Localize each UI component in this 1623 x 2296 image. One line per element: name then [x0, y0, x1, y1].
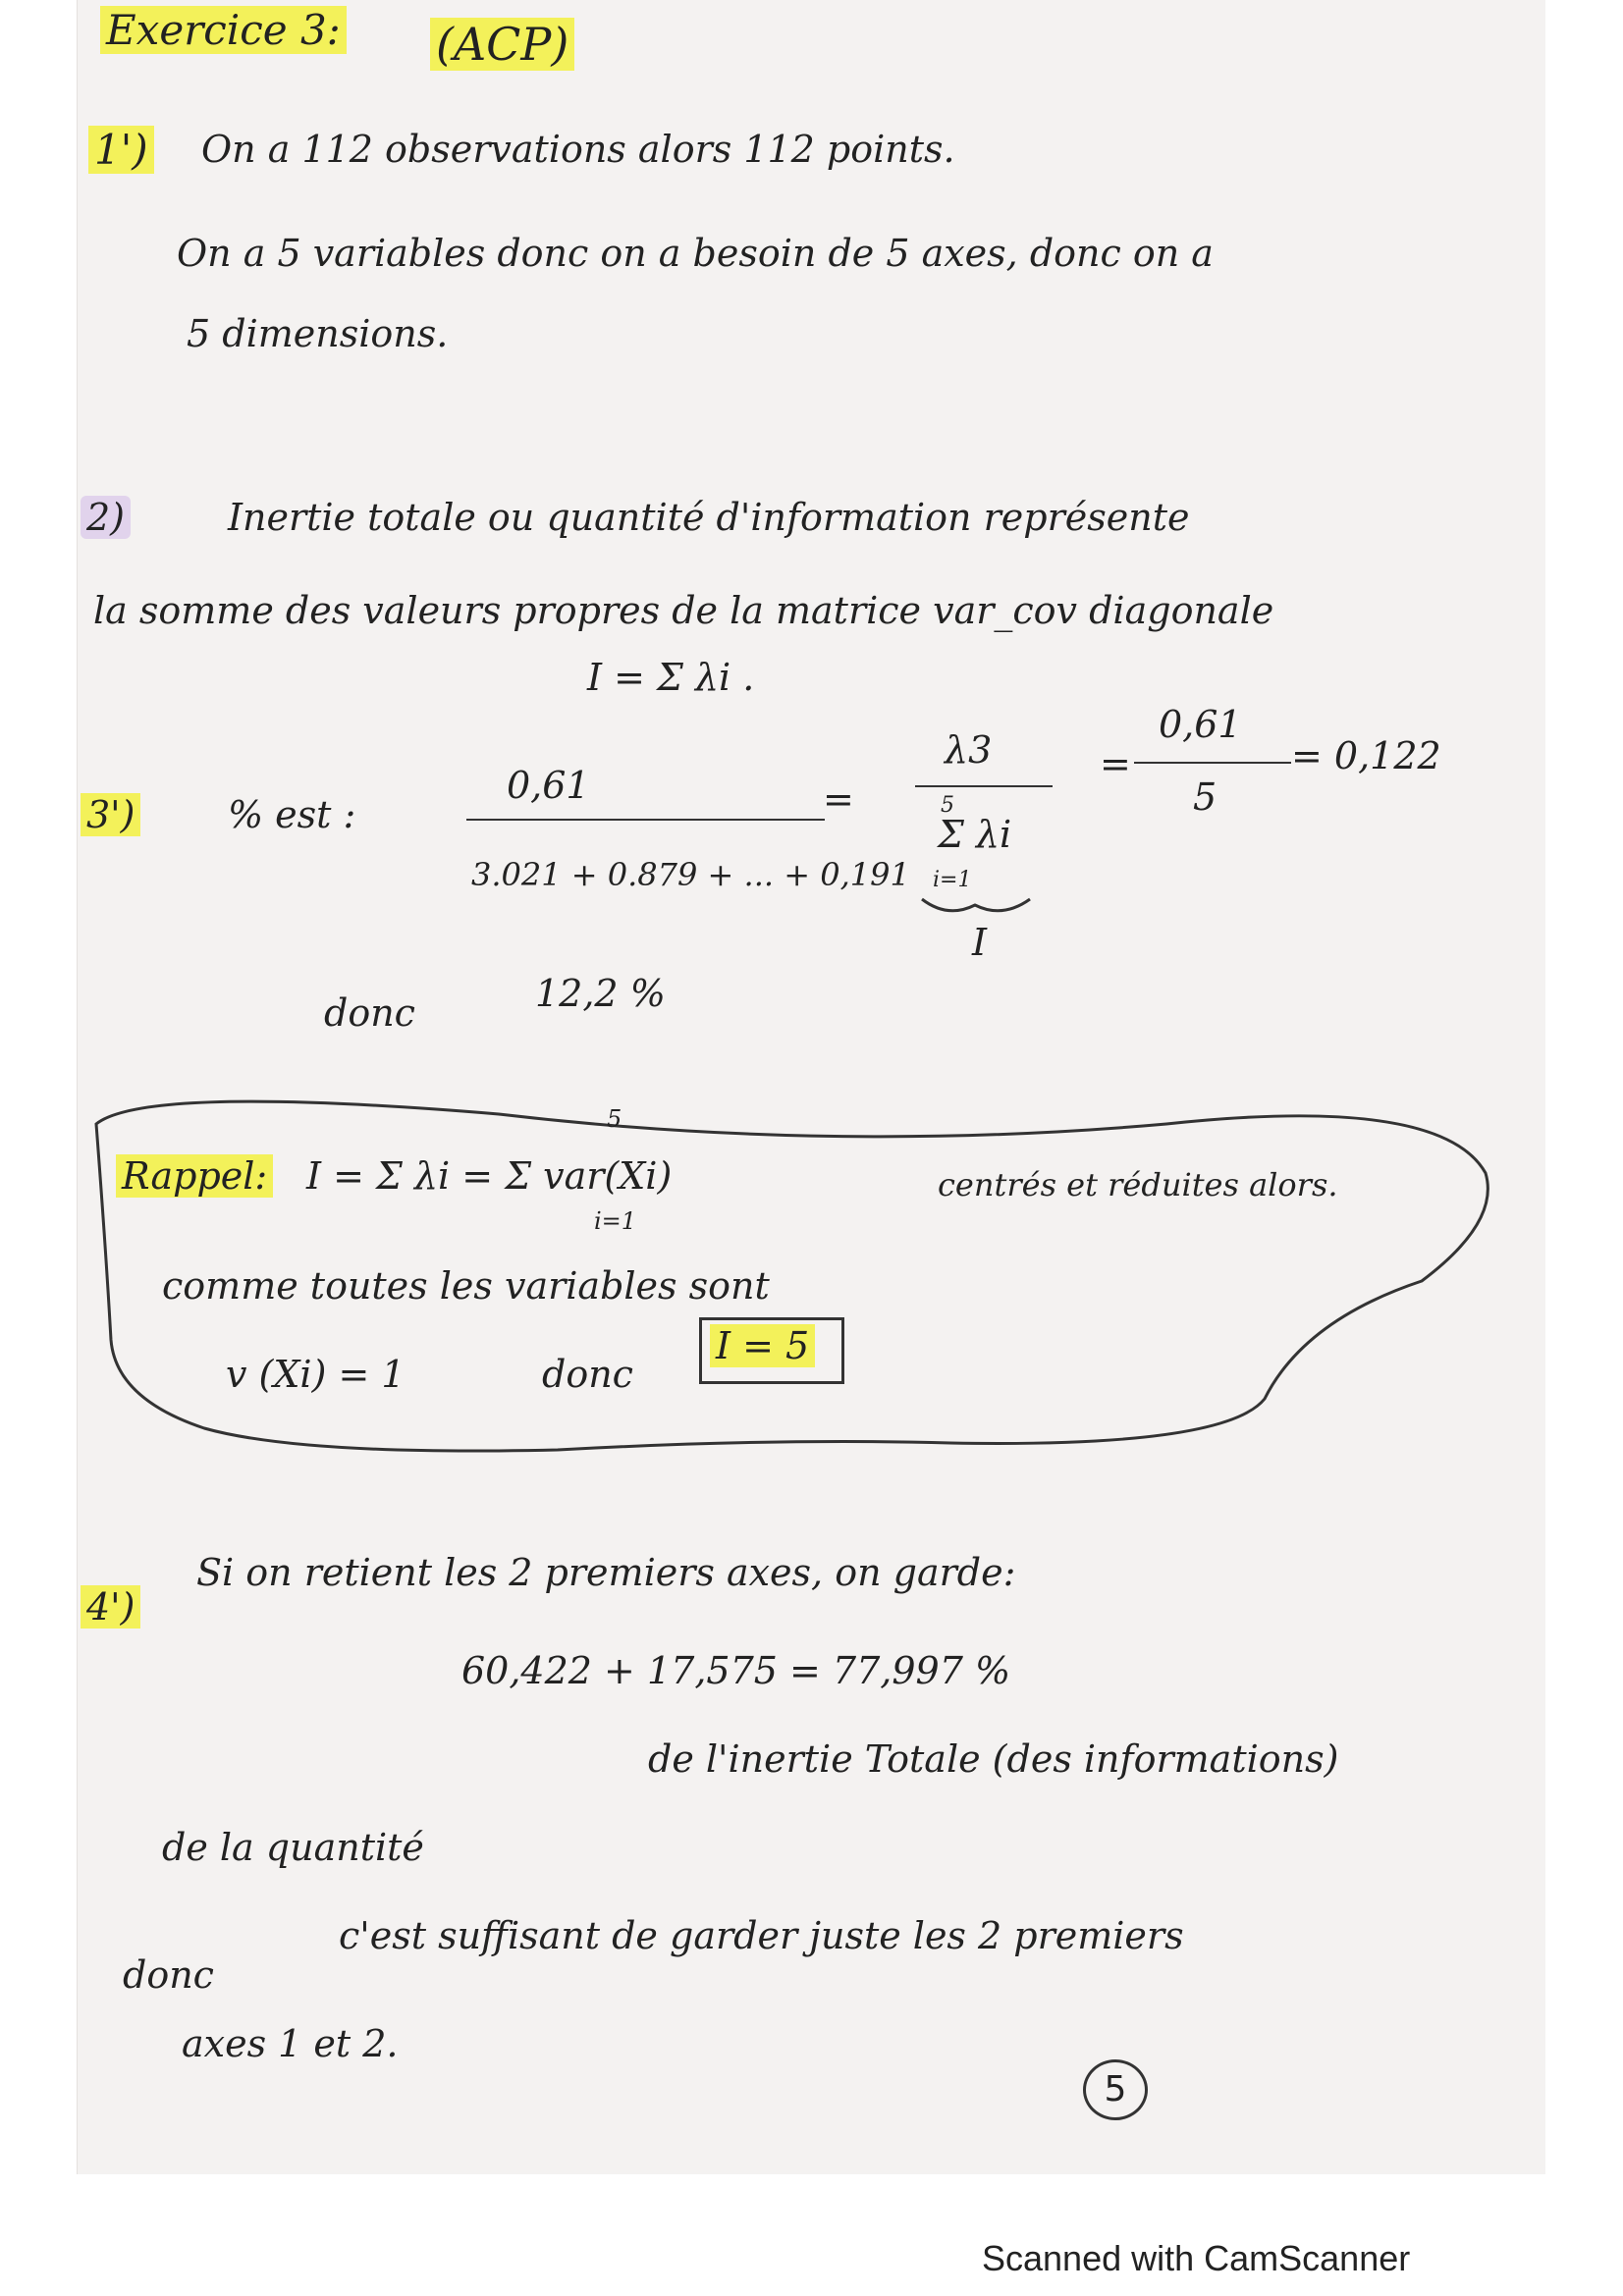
rappel-result: I = 5	[710, 1324, 815, 1367]
q3-sum-top: 5	[941, 793, 954, 818]
q3-donc: donc	[324, 991, 415, 1035]
q3-numerator-3: 0,61	[1159, 703, 1242, 746]
q3-denominator-2: Σ λi	[938, 813, 1012, 856]
q4-line6: axes 1 et 2.	[182, 2022, 399, 2065]
q3-numerator-1: 0,61	[507, 764, 590, 807]
q3-underbrace	[918, 891, 1036, 921]
q1-line3: 5 dimensions.	[187, 312, 449, 355]
topic-label: (ACP)	[430, 18, 574, 71]
q3-equals-1: =	[823, 777, 854, 821]
q3-percent: 12,2 %	[535, 972, 666, 1015]
q3-denominator-1: 3.021 + 0.879 + ... + 0,191	[471, 856, 910, 893]
rappel-line2: comme toutes les variables sont	[162, 1264, 770, 1308]
q3-number: 3')	[81, 793, 140, 836]
q3-result: = 0,122	[1291, 734, 1441, 777]
q4-line3: de l'inertie Totale (des informations)	[648, 1737, 1339, 1781]
rappel-variance: v (Xi) = 1	[226, 1353, 406, 1396]
q3-label: % est :	[228, 793, 356, 836]
rappel-sum-top: 5	[607, 1105, 622, 1133]
rappel-result-box	[699, 1317, 844, 1384]
exercise-title	[100, 6, 347, 54]
q2-line1: Inertie totale ou quantité d'information représente	[228, 496, 1190, 539]
q4-line4: de la quantité	[162, 1826, 424, 1869]
q4-line1: Si on retient les 2 premiers axes, on garde:	[196, 1551, 1016, 1594]
q2-formula: I = Σ λi .	[587, 656, 755, 699]
rappel-tail: centrés et réduites alors.	[938, 1166, 1338, 1203]
q1-line2: On a 5 variables donc on a besoin de 5 axes, donc on a	[177, 232, 1214, 275]
rappel-formula: I = Σ λi = Σ var(Xi)	[306, 1154, 673, 1198]
q3-fraction-bar-2	[915, 785, 1053, 787]
q4-line5: c'est suffisant de garder juste les 2 premiers	[339, 1914, 1184, 1957]
q3-fraction-bar-1	[466, 819, 825, 821]
q3-denominator-3: 5	[1193, 775, 1217, 819]
rappel-donc: donc	[542, 1353, 633, 1396]
q4-number: 4')	[81, 1585, 140, 1629]
q1-number: 1')	[88, 126, 154, 174]
page-number: 5	[1083, 2059, 1148, 2120]
q3-equals-2: =	[1100, 742, 1131, 785]
q2-line2: la somme des valeurs propres de la matrice var_cov diagonale	[93, 589, 1274, 632]
q3-fraction-bar-3	[1134, 762, 1291, 764]
rappel-label: Rappel:	[116, 1154, 273, 1198]
q4-donc: donc	[123, 1953, 214, 1997]
topic-title	[430, 18, 574, 71]
q3-inertia-symbol: I	[972, 921, 988, 964]
exercise-label: Exercice 3:	[100, 6, 347, 54]
q3-numerator-2: λ3	[945, 728, 993, 772]
q1-line1: On a 112 observations alors 112 points.	[201, 128, 955, 171]
scanner-watermark: Scanned with CamScanner	[982, 2238, 1411, 2278]
q2-number: 2)	[81, 496, 131, 539]
q4-line2: 60,422 + 17,575 = 77,997 %	[461, 1649, 1011, 1692]
q3-sum-bottom: i=1	[933, 868, 972, 892]
rappel-sum-bottom: i=1	[594, 1207, 637, 1235]
